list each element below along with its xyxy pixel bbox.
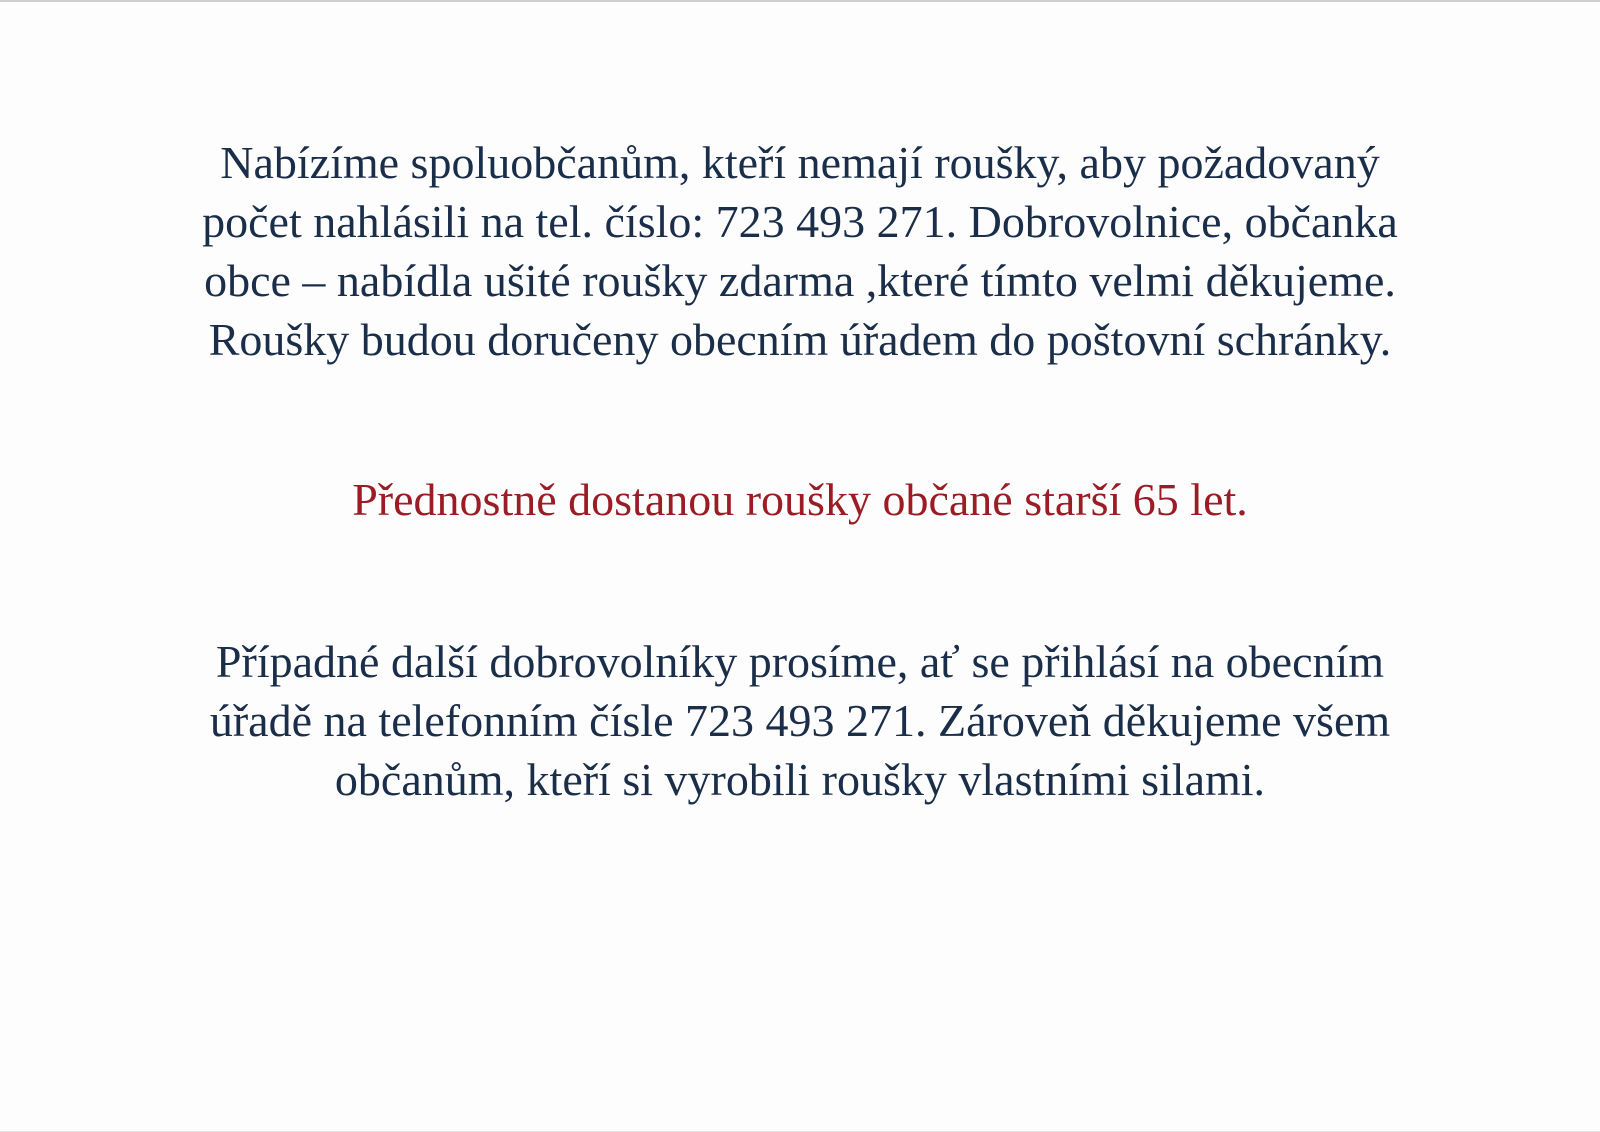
paragraph-volunteers-line-1: Případné další dobrovolníky prosíme, ať se přihlásí na obecním — [215, 636, 1385, 687]
paragraph-volunteers-line-3: občanům, kteří si vyrobili roušky vlastními silami. — [334, 754, 1266, 805]
paragraph-offer — [0, 133, 1600, 369]
scan-top-edge — [0, 0, 1600, 2]
paragraph-volunteers — [0, 632, 1600, 809]
priority-notice — [0, 470, 1600, 529]
paragraph-offer-line-4: Roušky budou doručeny obecním úřadem do poštovní schránky. — [208, 314, 1392, 365]
paragraph-offer-line-1: Nabízíme spoluobčanům, kteří nemají roušky, aby požadovaný — [220, 137, 1380, 188]
paragraph-offer-line-2: počet nahlásili na tel. číslo: 723 493 271. Dobrovolnice, občanka — [202, 196, 1398, 247]
paragraph-volunteers-line-2: úřadě na telefonním čísle 723 493 271. Zároveň děkujeme všem — [209, 695, 1391, 746]
priority-notice-text: Přednostně dostanou roušky občané starší 65 let. — [352, 474, 1248, 525]
paragraph-offer-line-3: obce – nabídla ušité roušky zdarma ,které tímto velmi děkujeme. — [204, 255, 1396, 306]
